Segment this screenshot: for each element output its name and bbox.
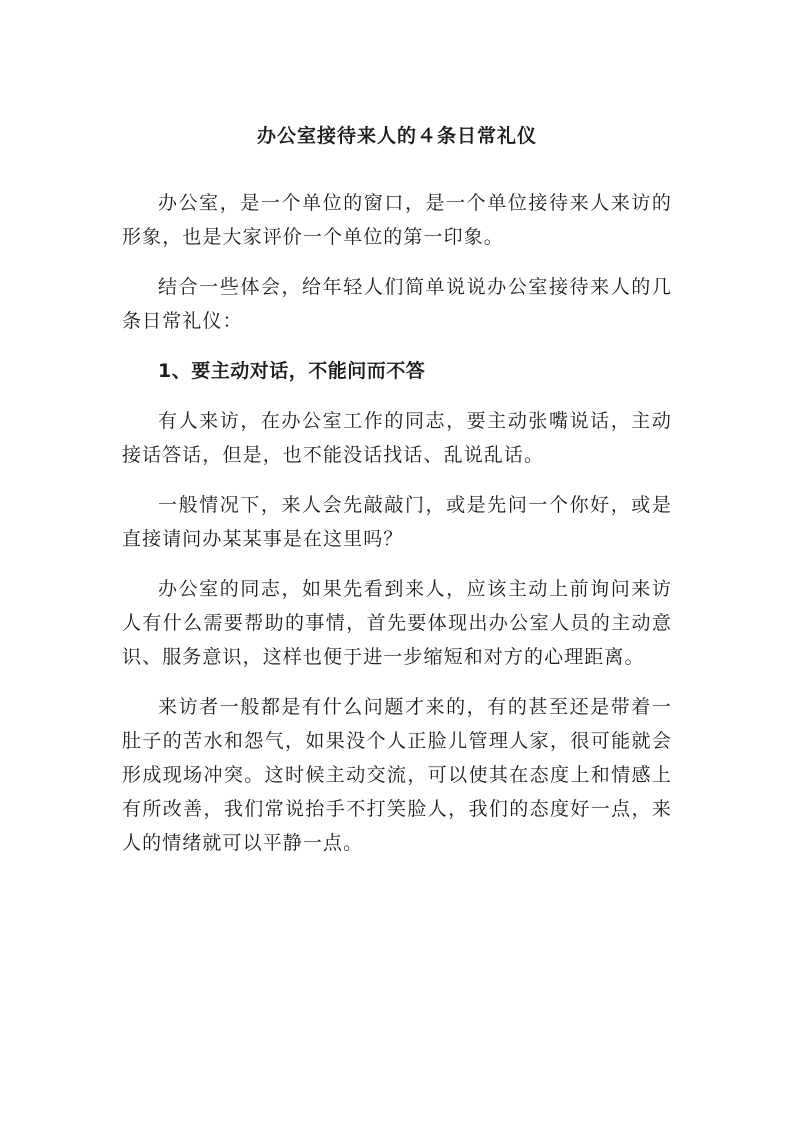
section1-paragraph-4: 来访者一般都是有什么问题才来的，有的甚至还是带着一肚子的苦水和怨气，如果没个人正脸儿管理人家，很可能就会形成现场冲突。这时候主动交流，可以使其在态度上和情感上有所改善，我们常说抬手不打笑脸人，我们的态度好一点，来人的情绪就可以平静一点。	[122, 696, 672, 854]
document-title: 办公室接待来人的４条日常礼仪	[256, 125, 537, 147]
section1-paragraph-1: 有人来访，在办公室工作的同志，要主动张嘴说话，主动接话答话，但是，也不能没话找话、乱说乱话。	[122, 410, 672, 466]
section-heading-1: 1、要主动对话，不能问而不答	[158, 360, 426, 382]
intro-paragraph-1: 办公室，是一个单位的窗口，是一个单位接待来人来访的形象，也是大家评价一个单位的第一印象。	[122, 192, 672, 248]
section1-paragraph-3: 办公室的同志，如果先看到来人，应该主动上前询问来访人有什么需要帮助的事情，首先要体现出办公室人员的主动意识、服务意识，这样也便于进一步缩短和对方的心理距离。	[122, 578, 672, 668]
intro-paragraph-2: 结合一些体会，给年轻人们简单说说办公室接待来人的几条日常礼仪：	[122, 276, 672, 332]
document-body	[122, 114, 672, 876]
section1-paragraph-2: 一般情况下，来人会先敲敲门，或是先问一个你好，或是直接请问办某某事是在这里吗？	[122, 494, 672, 550]
